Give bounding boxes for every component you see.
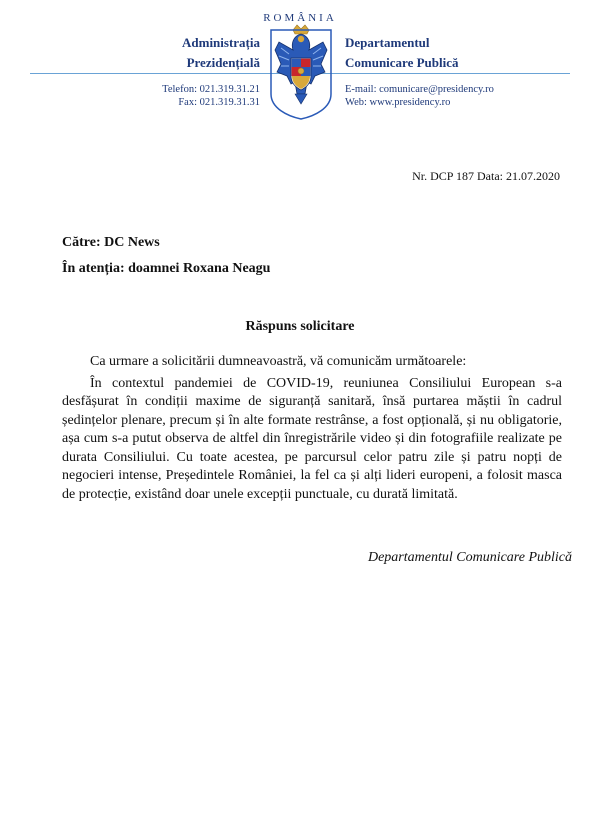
website: Web: www.presidency.ro [345, 97, 451, 108]
email-web-block [345, 83, 565, 109]
recipient-block [62, 230, 270, 282]
department-name-line2: Comunicare Publică [345, 55, 459, 70]
phone-number: Telefon: 021.319.31.21 [162, 84, 260, 95]
recipient-to: Către: DC News [62, 235, 160, 250]
coat-of-arms-icon [269, 24, 333, 120]
country-name: ROMÂNIA [263, 12, 337, 24]
phone-fax-block [100, 83, 260, 109]
letter-title: Răspuns solicitare [245, 319, 355, 334]
department-name [345, 33, 565, 73]
fax-number: Fax: 021.319.31.31 [178, 97, 260, 108]
intro-paragraph: Ca urmare a solicitării dumneavoastră, vă comunicăm următoarele: [90, 354, 467, 369]
institution-name-line1: Administrația [182, 35, 260, 50]
institution-name [120, 33, 260, 73]
letter-body [62, 353, 562, 504]
institution-name-line2: Prezidențială [186, 55, 260, 70]
email-address: E-mail: comunicare@presidency.ro [345, 84, 494, 95]
main-paragraph: În contextul pandemiei de COVID-19, reuniunea Consiliului European s-a desfășurat în condiții maxime de siguranță sanitară, însă purtarea măștii în cadrul ședințelor plenare, precum și în alte formate restrânse, a fost opțională, și nu obligatorie, așa cum s-a putut observa de altfel din înregistrările video și din fotografiile realizate pe durata Consiliului. Cu toate acestea, pe parcursul celor patru zile și patru nopți de negocieri intense, Președintele României, la fel ca și alți lideri europeni, a folosit masca de protecție, existând doar unele excepții punctuale, cu durată limitată. [62, 375, 562, 502]
recipient-attention: În atenția: doamnei Roxana Neagu [62, 261, 271, 276]
signature: Departamentul Comunicare Publică [367, 550, 572, 565]
document-reference: Nr. DCP 187 Data: 21.07.2020 [412, 169, 560, 183]
department-name-line1: Departamentul [345, 35, 430, 50]
